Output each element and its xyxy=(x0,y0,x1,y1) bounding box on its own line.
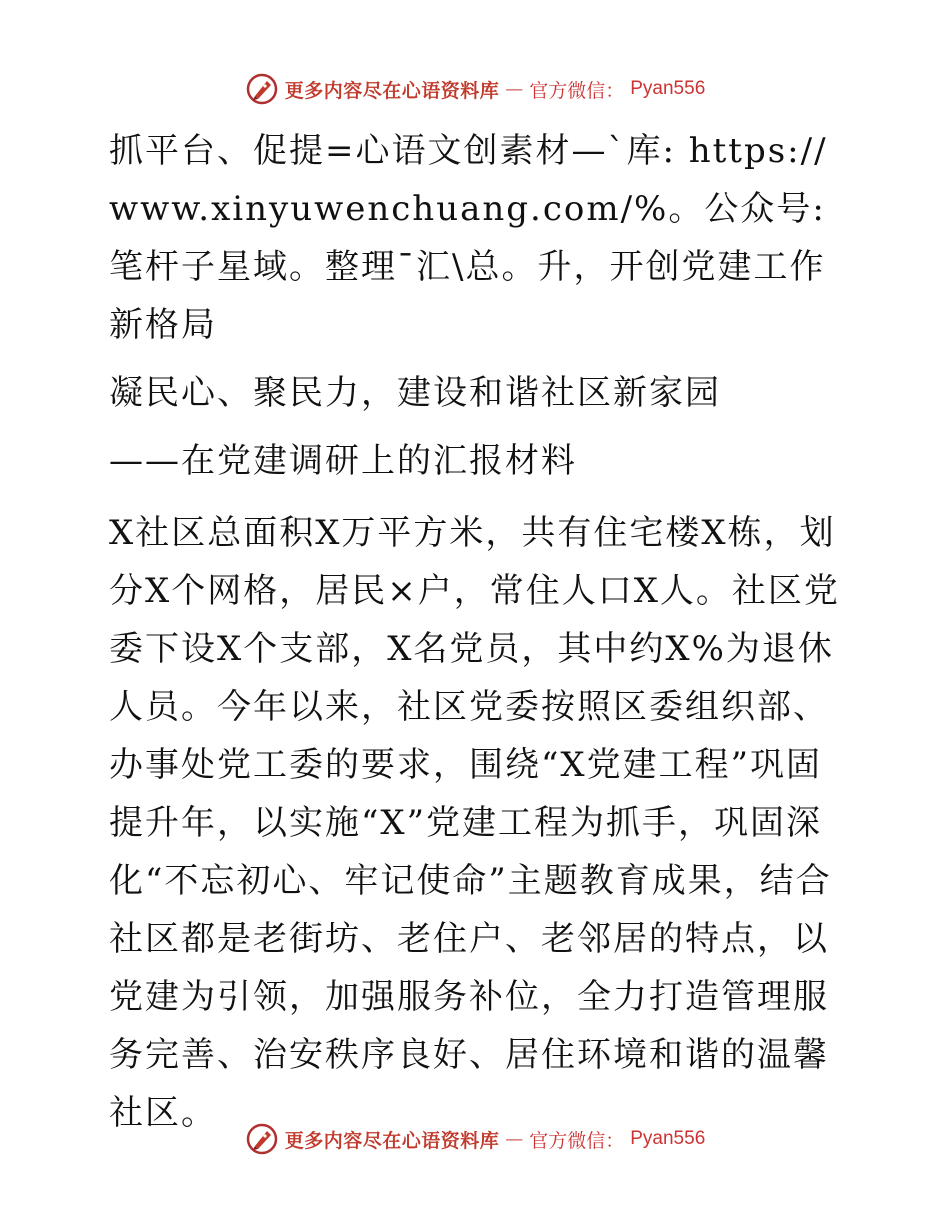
document-subtitle: ——在党建调研上的汇报材料 xyxy=(109,441,577,481)
watermark-id: Pyan556 xyxy=(630,78,706,99)
intro-paragraph: 抓平台、促提=心语文创素材—`库: https://www.xinyuwenchuang.com/%。公众号: 笔杆子星域。整理¯汇\总。升，开创党建工作新格局 xyxy=(109,131,828,345)
watermark-id: Pyan556 xyxy=(630,1128,706,1149)
watermark-brand: 更多内容尽在心语资料库 xyxy=(284,1129,500,1152)
body-paragraph: X社区总面积X万平方米，共有住宅楼X栋，划分X个网格，居民×户，常住人口X人。社区党委下设X个支部，X名党员，其中约X%为退休人员。今年以来，社区党委按照区委组织部、办事处党工委的要求，围绕“X党建工程”巩固提升年，以实施“X”党建工程为抓手，巩固深化“不忘初心、牢记使命”主题教育成果，结合社区都是老街坊、老住户、老邻居的特点，以党建为引领，加强服务补位，全力打造管理服务完善、治安秩序良好、居住环境和谐的温馨社区。 xyxy=(109,513,840,1133)
watermark-separator: — xyxy=(505,78,524,100)
pen-nib-icon xyxy=(245,1122,279,1156)
watermark-label: 官方微信： xyxy=(529,1129,625,1152)
document-title: 凝民心、聚民力，建设和谐社区新家园 xyxy=(109,373,721,413)
watermark-brand: 更多内容尽在心语资料库 xyxy=(284,79,500,102)
watermark-separator: — xyxy=(505,1128,524,1150)
pen-nib-icon xyxy=(245,72,279,106)
watermark-label: 官方微信： xyxy=(529,79,625,102)
header-watermark xyxy=(0,72,950,106)
document-body xyxy=(97,122,857,1142)
footer-watermark xyxy=(0,1122,950,1156)
